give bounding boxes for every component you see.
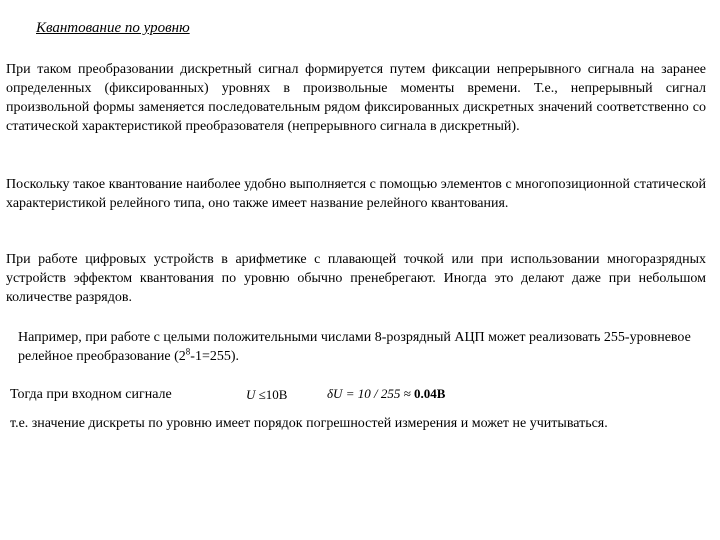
formula-variable-u: U — [246, 387, 256, 402]
paragraph-floating-point: При работе цифровых устройств в арифметике с плавающей точкой или при использовании многоразрядных устройств эффектом квантования по уровню обычно пренебрегают. Иногда это делают даже при небольшом количестве разрядов. — [6, 252, 706, 305]
example-text-after: -1=255). — [190, 349, 240, 364]
paragraph-example — [18, 328, 708, 366]
example-text-before: Например, при работе с целыми положительными числами 8-розрядный АЦП может реализовать 255-уровневое релейное преобразование (2 — [18, 330, 691, 364]
formula-expression: = 10 / 255 ≈ — [342, 386, 414, 401]
formula-variable-delta-u: δU — [327, 386, 343, 401]
formula-input-signal — [246, 387, 287, 403]
formula-result: 0.04В — [413, 386, 446, 401]
example-exponent: 8 — [185, 346, 191, 357]
conclusion-text: т.е. значение дискреты по уровню имеет порядок погрешностей измерения и может не учитываться. — [10, 416, 608, 431]
slide-title: Квантование по уровню — [36, 20, 190, 36]
formula-input-bound: ≤10В — [255, 387, 288, 402]
paragraph-definition: При таком преобразовании дискретный сигнал формируется путем фиксации непрерывного сигнала на заранее определенных (фиксированных) уровнях в произвольные моменты времени. Т.е., непрерывный сигнал произвольной формы заменяется последовательным рядом фиксированных дискретных значений соответственно со статической характеристикой преобразователя (непрерывного сигнала в дискретный). — [6, 62, 706, 134]
paragraph-relay-quantization: Поскольку такое квантование наиболее удобно выполняется с помощью элементов с многопозиционной статической характеристикой релейного типа, оно также имеет название релейного квантования. — [6, 177, 706, 211]
input-signal-text: Тогда при входном сигнале — [10, 387, 172, 402]
formula-quantization-step — [327, 386, 445, 402]
